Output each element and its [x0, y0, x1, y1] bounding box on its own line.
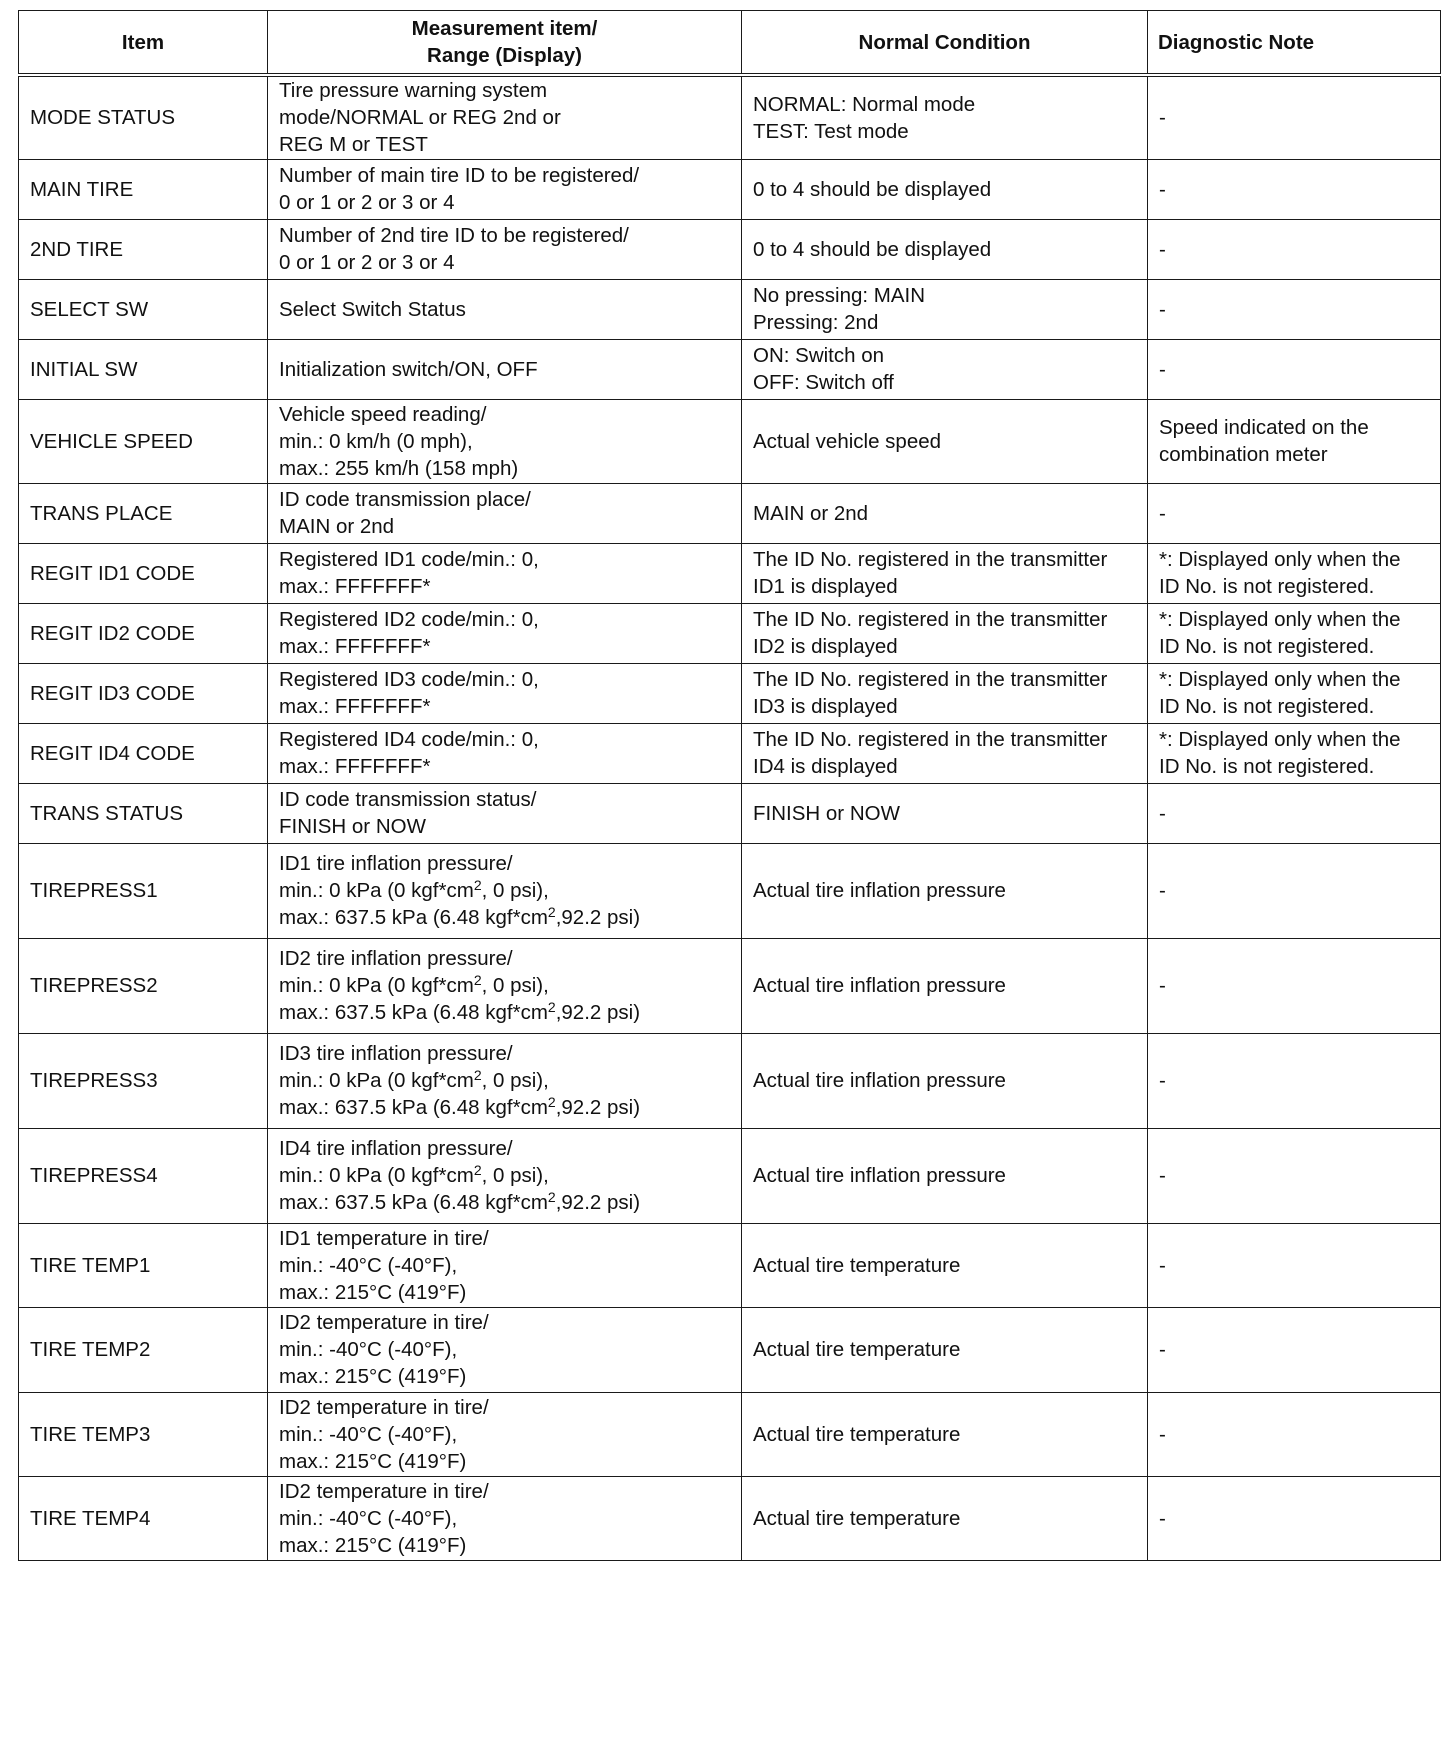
cell-measurement [268, 1392, 742, 1476]
cell-line: ID1 temperature in tire/ [279, 1226, 489, 1250]
cell-line: Actual vehicle speed [753, 429, 942, 453]
cell-normal-condition [742, 1033, 1148, 1128]
cell-normal-condition [742, 1223, 1148, 1307]
cell-line: *: Displayed only when the [1159, 728, 1401, 751]
cell-normal-condition [742, 1392, 1148, 1476]
cell-measurement [268, 938, 742, 1033]
cell-line: max.: 637.5 kPa (6.48 $kgf*cm^2,92.2$ psi) [279, 1189, 641, 1214]
cell-item: TIREPRESS2 [19, 938, 268, 1033]
cell-line: MAIN or 2nd [279, 515, 395, 538]
cell-line: min.: 0 km/h (0 mph), [279, 429, 473, 453]
cell-line: ON: Switch on [753, 344, 885, 367]
cell-item: TIREPRESS4 [19, 1128, 268, 1223]
header-diagnostic-note: Diagnostic Note [1148, 11, 1441, 76]
cell-normal-condition [742, 663, 1148, 723]
cell-line: ID No. is not registered. [1159, 575, 1375, 598]
header-measurement [268, 11, 742, 76]
cell-line: FINISH or NOW [279, 815, 426, 838]
cell-item: TIRE TEMP4 [19, 1476, 268, 1560]
cell-normal-condition [742, 938, 1148, 1033]
cell-line: ID2 tire inflation pressure/ [279, 947, 513, 970]
cell-line: min.: 0 kPa (0 $kgf*cm^2$, 0 psi), [279, 1162, 549, 1187]
cell-diagnostic-note [1148, 663, 1441, 723]
cell-line: ID4 tire inflation pressure/ [279, 1137, 513, 1160]
cell-line: max.: FFFFFFF* [279, 755, 431, 778]
cell-line: ID3 is displayed [753, 695, 898, 718]
cell-line: min.: -40°C (-40°F), [279, 1506, 458, 1530]
cell-measurement [268, 603, 742, 663]
header-measurement-line: Measurement item/ [411, 17, 598, 40]
cell-line: - [1159, 1506, 1166, 1530]
cell-line: min.: 0 kPa (0 $kgf*cm^2$, 0 psi), [279, 1067, 549, 1092]
cell-item: VEHICLE SPEED [19, 399, 268, 483]
cell-line: NORMAL: Normal mode [753, 92, 976, 116]
table-row [19, 543, 1441, 603]
cell-line: - [1159, 1164, 1166, 1187]
cell-normal-condition [742, 279, 1148, 339]
cell-line: Vehicle speed reading/ [279, 402, 487, 426]
cell-line: The ID No. registered in the transmitter [753, 728, 1108, 751]
cell-diagnostic-note [1148, 159, 1441, 219]
cell-line: - [1159, 106, 1166, 130]
cell-diagnostic-note [1148, 219, 1441, 279]
cell-line: max.: 637.5 kPa (6.48 $kgf*cm^2,92.2$ psi) [279, 999, 641, 1024]
cell-diagnostic-note [1148, 603, 1441, 663]
table-row [19, 159, 1441, 219]
cell-item: TIRE TEMP3 [19, 1392, 268, 1476]
cell-measurement [268, 75, 742, 159]
cell-line: ID3 tire inflation pressure/ [279, 1042, 513, 1065]
cell-line: - [1159, 801, 1166, 825]
cell-line: Actual tire inflation pressure [753, 879, 1006, 902]
cell-diagnostic-note [1148, 723, 1441, 783]
cell-measurement [268, 783, 742, 843]
cell-line: Select Switch Status [279, 297, 466, 321]
cell-line: - [1159, 501, 1166, 525]
cell-measurement [268, 663, 742, 723]
data-list-table [18, 10, 1441, 1561]
cell-line: ID1 is displayed [753, 575, 898, 598]
cell-line: min.: -40°C (-40°F), [279, 1422, 458, 1446]
table-row [19, 843, 1441, 938]
cell-item: TRANS PLACE [19, 483, 268, 543]
table-row [19, 1033, 1441, 1128]
cell-line: - [1159, 357, 1166, 381]
header-normal-condition: Normal Condition [742, 11, 1148, 76]
cell-line: min.: -40°C (-40°F), [279, 1338, 458, 1361]
cell-line: - [1159, 1422, 1166, 1446]
cell-diagnostic-note [1148, 399, 1441, 483]
cell-measurement [268, 219, 742, 279]
cell-line: Actual tire temperature [753, 1506, 961, 1530]
cell-diagnostic-note [1148, 483, 1441, 543]
cell-line: ID code transmission status/ [279, 788, 537, 811]
cell-line: mode/NORMAL or REG 2nd or [279, 106, 561, 130]
cell-line: Pressing: 2nd [753, 311, 879, 334]
table-row [19, 1307, 1441, 1392]
cell-measurement [268, 1307, 742, 1392]
table-row [19, 219, 1441, 279]
cell-line: max.: 637.5 kPa (6.48 $kgf*cm^2,92.2$ psi) [279, 904, 641, 929]
cell-diagnostic-note [1148, 543, 1441, 603]
cell-measurement [268, 1223, 742, 1307]
cell-line: - [1159, 1069, 1166, 1092]
cell-line: No pressing: MAIN [753, 284, 926, 307]
cell-normal-condition [742, 603, 1148, 663]
cell-line: FINISH or NOW [753, 801, 900, 825]
cell-item: TIREPRESS3 [19, 1033, 268, 1128]
cell-line: max.: 215°C (419°F) [279, 1449, 467, 1473]
cell-line: min.: 0 kPa (0 $kgf*cm^2$, 0 psi), [279, 877, 549, 902]
cell-line: Speed indicated on the [1159, 416, 1369, 439]
cell-measurement [268, 159, 742, 219]
header-item: Item [19, 11, 268, 76]
cell-normal-condition [742, 1128, 1148, 1223]
table-row [19, 1128, 1441, 1223]
cell-line: Tire pressure warning system [279, 79, 548, 103]
cell-line: - [1159, 237, 1166, 261]
cell-normal-condition [742, 1307, 1148, 1392]
cell-diagnostic-note [1148, 339, 1441, 399]
cell-line: max.: 215°C (419°F) [279, 1280, 467, 1304]
table-row [19, 75, 1441, 159]
cell-line: max.: FFFFFFF* [279, 695, 431, 718]
table-row [19, 399, 1441, 483]
cell-normal-condition [742, 1476, 1148, 1560]
table-row [19, 279, 1441, 339]
cell-measurement [268, 1476, 742, 1560]
cell-line: 0 or 1 or 2 or 3 or 4 [279, 191, 455, 214]
cell-line: max.: 215°C (419°F) [279, 1533, 467, 1557]
cell-normal-condition [742, 399, 1148, 483]
cell-item: SELECT SW [19, 279, 268, 339]
cell-diagnostic-note [1148, 279, 1441, 339]
cell-diagnostic-note [1148, 1307, 1441, 1392]
cell-diagnostic-note [1148, 783, 1441, 843]
cell-line: TEST: Test mode [753, 119, 909, 143]
cell-line: max.: FFFFFFF* [279, 575, 431, 598]
header-row [19, 11, 1441, 76]
cell-line: - [1159, 1253, 1166, 1277]
cell-measurement [268, 843, 742, 938]
cell-line: min.: 0 kPa (0 $kgf*cm^2$, 0 psi), [279, 972, 549, 997]
cell-line: ID No. is not registered. [1159, 755, 1375, 778]
cell-line: max.: 255 km/h (158 mph) [279, 456, 519, 480]
cell-measurement [268, 543, 742, 603]
cell-line: ID2 is displayed [753, 635, 898, 658]
cell-line: Actual tire inflation pressure [753, 974, 1006, 997]
cell-measurement [268, 723, 742, 783]
table-row [19, 783, 1441, 843]
cell-item: MODE STATUS [19, 75, 268, 159]
cell-line: 0 to 4 should be displayed [753, 237, 992, 261]
cell-line: ID2 temperature in tire/ [279, 1395, 489, 1419]
cell-line: Actual tire temperature [753, 1253, 961, 1277]
cell-diagnostic-note [1148, 1033, 1441, 1128]
cell-diagnostic-note [1148, 1476, 1441, 1560]
cell-line: *: Displayed only when the [1159, 668, 1401, 691]
cell-line: Registered ID2 code/min.: 0, [279, 608, 539, 631]
table-header [19, 11, 1441, 76]
cell-normal-condition [742, 483, 1148, 543]
cell-diagnostic-note [1148, 938, 1441, 1033]
cell-diagnostic-note [1148, 843, 1441, 938]
cell-normal-condition [742, 783, 1148, 843]
cell-measurement [268, 483, 742, 543]
cell-line: ID No. is not registered. [1159, 635, 1375, 658]
cell-line: ID2 temperature in tire/ [279, 1479, 489, 1503]
cell-line: The ID No. registered in the transmitter [753, 608, 1108, 631]
cell-line: The ID No. registered in the transmitter [753, 548, 1108, 571]
table-row [19, 663, 1441, 723]
cell-line: - [1159, 974, 1166, 997]
cell-line: ID2 temperature in tire/ [279, 1311, 489, 1334]
cell-line: Registered ID1 code/min.: 0, [279, 548, 539, 571]
cell-line: Actual tire inflation pressure [753, 1164, 1006, 1187]
table-row [19, 603, 1441, 663]
cell-diagnostic-note [1148, 1128, 1441, 1223]
cell-normal-condition [742, 75, 1148, 159]
cell-line: *: Displayed only when the [1159, 608, 1401, 631]
cell-line: *: Displayed only when the [1159, 548, 1401, 571]
cell-item: TIRE TEMP2 [19, 1307, 268, 1392]
cell-diagnostic-note [1148, 1392, 1441, 1476]
cell-line: Registered ID3 code/min.: 0, [279, 668, 539, 691]
cell-line: REG M or TEST [279, 133, 428, 157]
cell-line: Registered ID4 code/min.: 0, [279, 728, 539, 751]
table-row [19, 483, 1441, 543]
cell-line: ID No. is not registered. [1159, 695, 1375, 718]
cell-normal-condition [742, 339, 1148, 399]
cell-item: MAIN TIRE [19, 159, 268, 219]
cell-diagnostic-note [1148, 75, 1441, 159]
cell-normal-condition [742, 219, 1148, 279]
cell-line: - [1159, 879, 1166, 902]
cell-line: max.: 215°C (419°F) [279, 1365, 467, 1388]
cell-item: REGIT ID3 CODE [19, 663, 268, 723]
cell-line: ID code transmission place/ [279, 488, 531, 511]
cell-item: REGIT ID1 CODE [19, 543, 268, 603]
cell-item: INITIAL SW [19, 339, 268, 399]
cell-line: Actual tire temperature [753, 1338, 961, 1361]
cell-line: 0 to 4 should be displayed [753, 177, 992, 201]
cell-item: 2ND TIRE [19, 219, 268, 279]
cell-line: 0 or 1 or 2 or 3 or 4 [279, 251, 455, 274]
cell-normal-condition [742, 543, 1148, 603]
cell-line: max.: FFFFFFF* [279, 635, 431, 658]
cell-line: Actual tire inflation pressure [753, 1069, 1006, 1092]
cell-line: MAIN or 2nd [753, 501, 869, 525]
cell-line: Initialization switch/ON, OFF [279, 357, 538, 381]
cell-normal-condition [742, 843, 1148, 938]
cell-line: Actual tire temperature [753, 1422, 961, 1446]
cell-line: min.: -40°C (-40°F), [279, 1253, 458, 1277]
table-body [19, 75, 1441, 1560]
cell-diagnostic-note [1148, 1223, 1441, 1307]
cell-item: TIRE TEMP1 [19, 1223, 268, 1307]
cell-line: - [1159, 177, 1166, 201]
cell-line: Number of main tire ID to be registered/ [279, 164, 640, 187]
header-measurement-line: Range (Display) [427, 44, 582, 67]
cell-normal-condition [742, 159, 1148, 219]
cell-normal-condition [742, 723, 1148, 783]
cell-measurement [268, 279, 742, 339]
table-row [19, 723, 1441, 783]
cell-item: TRANS STATUS [19, 783, 268, 843]
cell-measurement [268, 1128, 742, 1223]
cell-line: combination meter [1159, 443, 1328, 466]
table-row [19, 1476, 1441, 1560]
cell-measurement [268, 339, 742, 399]
cell-line: ID4 is displayed [753, 755, 898, 778]
cell-line: - [1159, 297, 1166, 321]
table-row [19, 938, 1441, 1033]
table-row [19, 1223, 1441, 1307]
table-row [19, 339, 1441, 399]
cell-line: max.: 637.5 kPa (6.48 $kgf*cm^2,92.2$ psi) [279, 1094, 641, 1119]
cell-line: Number of 2nd tire ID to be registered/ [279, 224, 629, 247]
table-row [19, 1392, 1441, 1476]
cell-line: OFF: Switch off [753, 371, 894, 394]
cell-item: REGIT ID4 CODE [19, 723, 268, 783]
cell-measurement [268, 1033, 742, 1128]
cell-line: The ID No. registered in the transmitter [753, 668, 1108, 691]
cell-item: REGIT ID2 CODE [19, 603, 268, 663]
cell-line: - [1159, 1338, 1166, 1361]
cell-measurement [268, 399, 742, 483]
cell-item: TIREPRESS1 [19, 843, 268, 938]
cell-line: ID1 tire inflation pressure/ [279, 852, 513, 875]
